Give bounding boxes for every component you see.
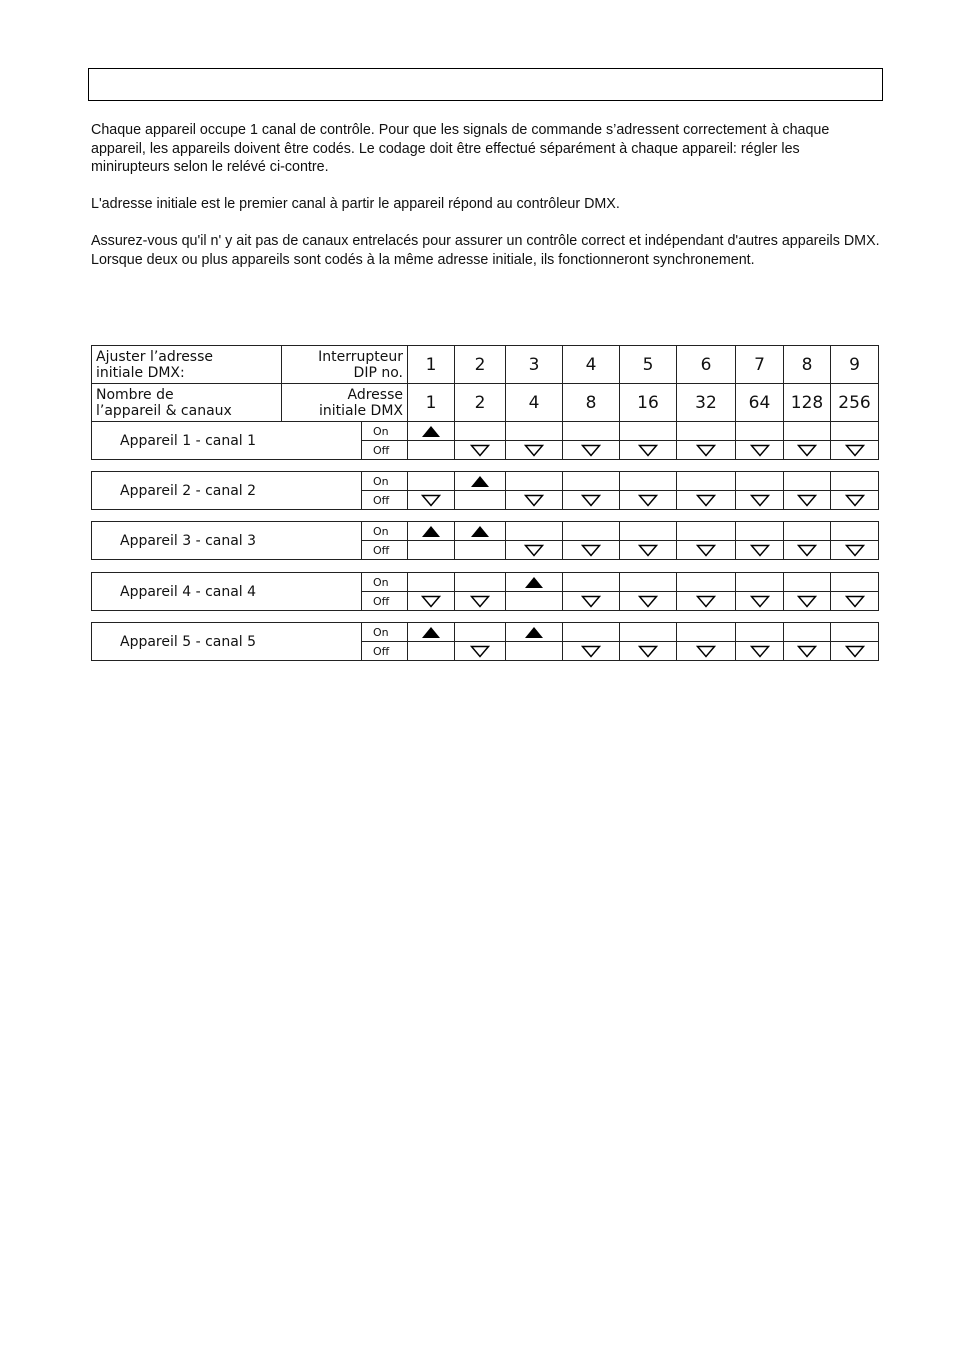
dip-number: 8 <box>784 346 831 384</box>
dip-switch-cell <box>408 573 455 592</box>
switch-off-triangle-icon <box>845 444 865 457</box>
dip-switch-cell <box>831 472 879 491</box>
dip-switch-cell <box>677 522 736 541</box>
dip-switch-cell <box>736 472 784 491</box>
dip-switch-cell <box>831 592 879 611</box>
title-box <box>88 68 883 101</box>
switch-on-triangle-icon <box>421 425 441 438</box>
dip-switch-cell <box>563 472 620 491</box>
switch-off-triangle-icon <box>696 444 716 457</box>
dip-switch-cell <box>563 541 620 560</box>
dip-value: 8 <box>563 384 620 422</box>
dip-number: 2 <box>455 346 506 384</box>
dip-switch-cell <box>784 472 831 491</box>
dip-switch-cell <box>784 541 831 560</box>
dip-switch-cell <box>677 491 736 510</box>
header-row-address <box>92 384 879 422</box>
dip-switch-cell <box>455 642 506 661</box>
header-start-address <box>282 384 408 422</box>
dip-switch-cell <box>784 491 831 510</box>
dip-value: 128 <box>784 384 831 422</box>
dip-switch-cell <box>563 592 620 611</box>
switch-row-on <box>92 422 879 441</box>
switch-off-triangle-icon <box>750 544 770 557</box>
device-name: Appareil 2 - canal 2 <box>92 472 362 510</box>
dip-switch-cell <box>563 441 620 460</box>
switch-off-triangle-icon <box>750 494 770 507</box>
dip-switch-cell <box>455 472 506 491</box>
switch-off-triangle-icon <box>470 444 490 457</box>
dip-switch-cell <box>677 441 736 460</box>
dip-switch-cell <box>677 573 736 592</box>
dip-switch-cell <box>408 541 455 560</box>
header-set-address-line1: Ajuster l’adresse <box>96 348 214 365</box>
dip-switch-cell <box>455 541 506 560</box>
on-label: On <box>362 522 408 541</box>
switch-off-triangle-icon <box>638 544 658 557</box>
header-start-address-line1: Adresse <box>347 386 403 403</box>
switch-off-triangle-icon <box>638 595 658 608</box>
switch-off-triangle-icon <box>581 595 601 608</box>
switch-on-triangle-icon <box>421 626 441 639</box>
dip-value: 2 <box>455 384 506 422</box>
dip-switch-cell <box>408 522 455 541</box>
device-table <box>91 521 879 560</box>
dip-switch-cell <box>831 422 879 441</box>
dip-number: 4 <box>563 346 620 384</box>
dip-number: 6 <box>677 346 736 384</box>
dip-switch-cell <box>506 522 563 541</box>
switch-off-triangle-icon <box>750 595 770 608</box>
dip-switch-cell <box>408 441 455 460</box>
on-label: On <box>362 472 408 491</box>
switch-on-triangle-icon <box>524 626 544 639</box>
dip-switch-cell <box>506 441 563 460</box>
dip-switch-cell <box>620 422 677 441</box>
dip-switch-cell <box>736 422 784 441</box>
dip-switch-cell <box>784 422 831 441</box>
device-table <box>91 572 879 611</box>
switch-on-triangle-icon <box>421 525 441 538</box>
switch-on-triangle-icon <box>470 525 490 538</box>
dip-switch-cell <box>563 642 620 661</box>
switch-off-triangle-icon <box>470 645 490 658</box>
device-name: Appareil 3 - canal 3 <box>92 522 362 560</box>
dip-switch-cell <box>563 623 620 642</box>
switch-off-triangle-icon <box>581 494 601 507</box>
dip-value: 4 <box>506 384 563 422</box>
switch-off-triangle-icon <box>696 494 716 507</box>
dip-switch-cell <box>620 592 677 611</box>
header-dip-switch-line2: DIP no. <box>353 364 403 381</box>
dip-switch-cell <box>831 642 879 661</box>
switch-off-triangle-icon <box>524 544 544 557</box>
dip-switch-cell <box>677 472 736 491</box>
switch-off-triangle-icon <box>524 494 544 507</box>
header-dip-switch <box>282 346 408 384</box>
dip-switch-cell <box>831 491 879 510</box>
switch-off-triangle-icon <box>750 645 770 658</box>
switch-off-triangle-icon <box>797 544 817 557</box>
dip-switch-cell <box>677 642 736 661</box>
dip-switch-cell <box>506 422 563 441</box>
switch-row-on <box>92 573 879 592</box>
switch-off-triangle-icon <box>797 444 817 457</box>
dip-switch-cell <box>831 623 879 642</box>
on-label: On <box>362 422 408 441</box>
switch-row-on <box>92 623 879 642</box>
dip-number: 1 <box>408 346 455 384</box>
device-name: Appareil 5 - canal 5 <box>92 623 362 661</box>
dip-switch-cell <box>506 592 563 611</box>
device-table <box>91 471 879 510</box>
dip-switch-cell <box>455 592 506 611</box>
dip-value: 1 <box>408 384 455 422</box>
dip-switch-cell <box>620 573 677 592</box>
switch-off-triangle-icon <box>581 645 601 658</box>
switch-off-triangle-icon <box>845 645 865 658</box>
switch-off-triangle-icon <box>638 494 658 507</box>
dip-switch-cell <box>408 472 455 491</box>
dip-switch-cell <box>620 642 677 661</box>
switch-off-triangle-icon <box>797 494 817 507</box>
switch-off-triangle-icon <box>797 645 817 658</box>
dip-switch-cell <box>677 592 736 611</box>
dip-switch-cell <box>563 422 620 441</box>
dip-switch-cell <box>736 441 784 460</box>
header-start-address-line2: initiale DMX <box>318 402 403 419</box>
dip-switch-cell <box>620 472 677 491</box>
dip-switch-cell <box>455 491 506 510</box>
switch-off-triangle-icon <box>696 645 716 658</box>
dip-switch-cell <box>831 441 879 460</box>
switch-off-triangle-icon <box>696 544 716 557</box>
dip-switch-cell <box>677 422 736 441</box>
dip-switch-cell <box>831 573 879 592</box>
switch-off-triangle-icon <box>845 494 865 507</box>
dip-switch-cell <box>506 642 563 661</box>
dip-switch-cell <box>784 642 831 661</box>
paragraph-start-address: L'adresse initiale est le premier canal à partir le appareil répond au contrôleur DMX. <box>91 196 620 212</box>
switch-off-triangle-icon <box>421 595 441 608</box>
dip-switch-cell <box>736 522 784 541</box>
dip-value: 256 <box>831 384 879 422</box>
dip-switch-cell <box>408 592 455 611</box>
switch-off-triangle-icon <box>638 444 658 457</box>
dip-switch-cell <box>563 573 620 592</box>
dip-switch-cell <box>831 541 879 560</box>
switch-on-triangle-icon <box>470 475 490 488</box>
dip-switch-cell <box>506 472 563 491</box>
switch-on-triangle-icon <box>524 576 544 589</box>
dip-switch-cell <box>736 642 784 661</box>
switch-off-triangle-icon <box>696 595 716 608</box>
dip-number: 7 <box>736 346 784 384</box>
dip-switch-cell <box>455 422 506 441</box>
dip-switch-cell <box>408 422 455 441</box>
dip-number: 9 <box>831 346 879 384</box>
paragraph-intro: Chaque appareil occupe 1 canal de contrôle. Pour que les signals de commande s’adressent correctement à chaque appareil, les appareils doivent être codés. Le codage doit être effectué séparément à chaque appareil: régler les minirupteurs selon le relévé ci-contre. <box>91 122 830 175</box>
dip-value: 16 <box>620 384 677 422</box>
dip-switch-cell <box>408 623 455 642</box>
header-row-dip <box>92 346 879 384</box>
header-dip-switch-line1: Interrupteur <box>318 348 403 365</box>
dip-switch-cell <box>455 623 506 642</box>
dip-switch-cell <box>620 623 677 642</box>
dip-switch-cell <box>563 522 620 541</box>
switch-row-on <box>92 472 879 491</box>
switch-row-on <box>92 522 879 541</box>
off-label: Off <box>362 642 408 661</box>
dip-number: 5 <box>620 346 677 384</box>
dip-value: 64 <box>736 384 784 422</box>
dip-switch-cell <box>455 573 506 592</box>
switch-off-triangle-icon <box>421 494 441 507</box>
dip-switch-cell <box>784 522 831 541</box>
device-table <box>91 421 879 460</box>
dip-switch-cell <box>736 573 784 592</box>
device-name: Appareil 1 - canal 1 <box>92 422 362 460</box>
dip-number: 3 <box>506 346 563 384</box>
dip-switch-cell <box>455 441 506 460</box>
dip-switch-cell <box>784 441 831 460</box>
dip-switch-cell <box>506 491 563 510</box>
dip-switch-cell <box>408 491 455 510</box>
dip-switch-cell <box>736 592 784 611</box>
dip-switch-cell <box>784 623 831 642</box>
switch-off-triangle-icon <box>750 444 770 457</box>
off-label: Off <box>362 441 408 460</box>
header-device-count <box>92 384 282 422</box>
dip-switch-cell <box>736 491 784 510</box>
on-label: On <box>362 573 408 592</box>
dip-switch-cell <box>506 541 563 560</box>
dip-switch-cell <box>506 573 563 592</box>
off-label: Off <box>362 491 408 510</box>
dip-switch-cell <box>677 541 736 560</box>
header-set-address <box>92 346 282 384</box>
header-device-count-line2: l’appareil & canaux <box>96 402 232 419</box>
dip-switch-cell <box>831 522 879 541</box>
off-label: Off <box>362 541 408 560</box>
dip-switch-cell <box>620 541 677 560</box>
switch-off-triangle-icon <box>524 444 544 457</box>
dip-switch-cell <box>455 522 506 541</box>
paragraph-warning: Assurez-vous qu'il n' y ait pas de canaux entrelacés pour assurer un contrôle correct et indépendant d'autres appareils DMX. Lorsque deux ou plus appareils sont codés à la même adresse initiale, ils fonctionneront synchronement. <box>91 233 880 268</box>
dip-header-table <box>91 345 879 422</box>
dip-switch-cell <box>620 441 677 460</box>
header-set-address-line2: initiale DMX: <box>96 364 185 381</box>
dip-value: 32 <box>677 384 736 422</box>
dip-switch-cell <box>620 491 677 510</box>
device-table <box>91 622 879 661</box>
dip-switch-cell <box>620 522 677 541</box>
on-label: On <box>362 623 408 642</box>
dip-switch-cell <box>408 642 455 661</box>
dip-switch-cell <box>677 623 736 642</box>
switch-off-triangle-icon <box>470 595 490 608</box>
dip-switch-cell <box>784 592 831 611</box>
dip-switch-cell <box>784 573 831 592</box>
switch-off-triangle-icon <box>797 595 817 608</box>
dip-switch-cell <box>736 541 784 560</box>
dip-switch-cell <box>506 623 563 642</box>
dip-switch-cell <box>563 491 620 510</box>
switch-off-triangle-icon <box>581 544 601 557</box>
switch-off-triangle-icon <box>845 544 865 557</box>
switch-off-triangle-icon <box>581 444 601 457</box>
device-name: Appareil 4 - canal 4 <box>92 573 362 611</box>
header-device-count-line1: Nombre de <box>96 386 174 403</box>
off-label: Off <box>362 592 408 611</box>
switch-off-triangle-icon <box>845 595 865 608</box>
switch-off-triangle-icon <box>638 645 658 658</box>
dip-switch-cell <box>736 623 784 642</box>
